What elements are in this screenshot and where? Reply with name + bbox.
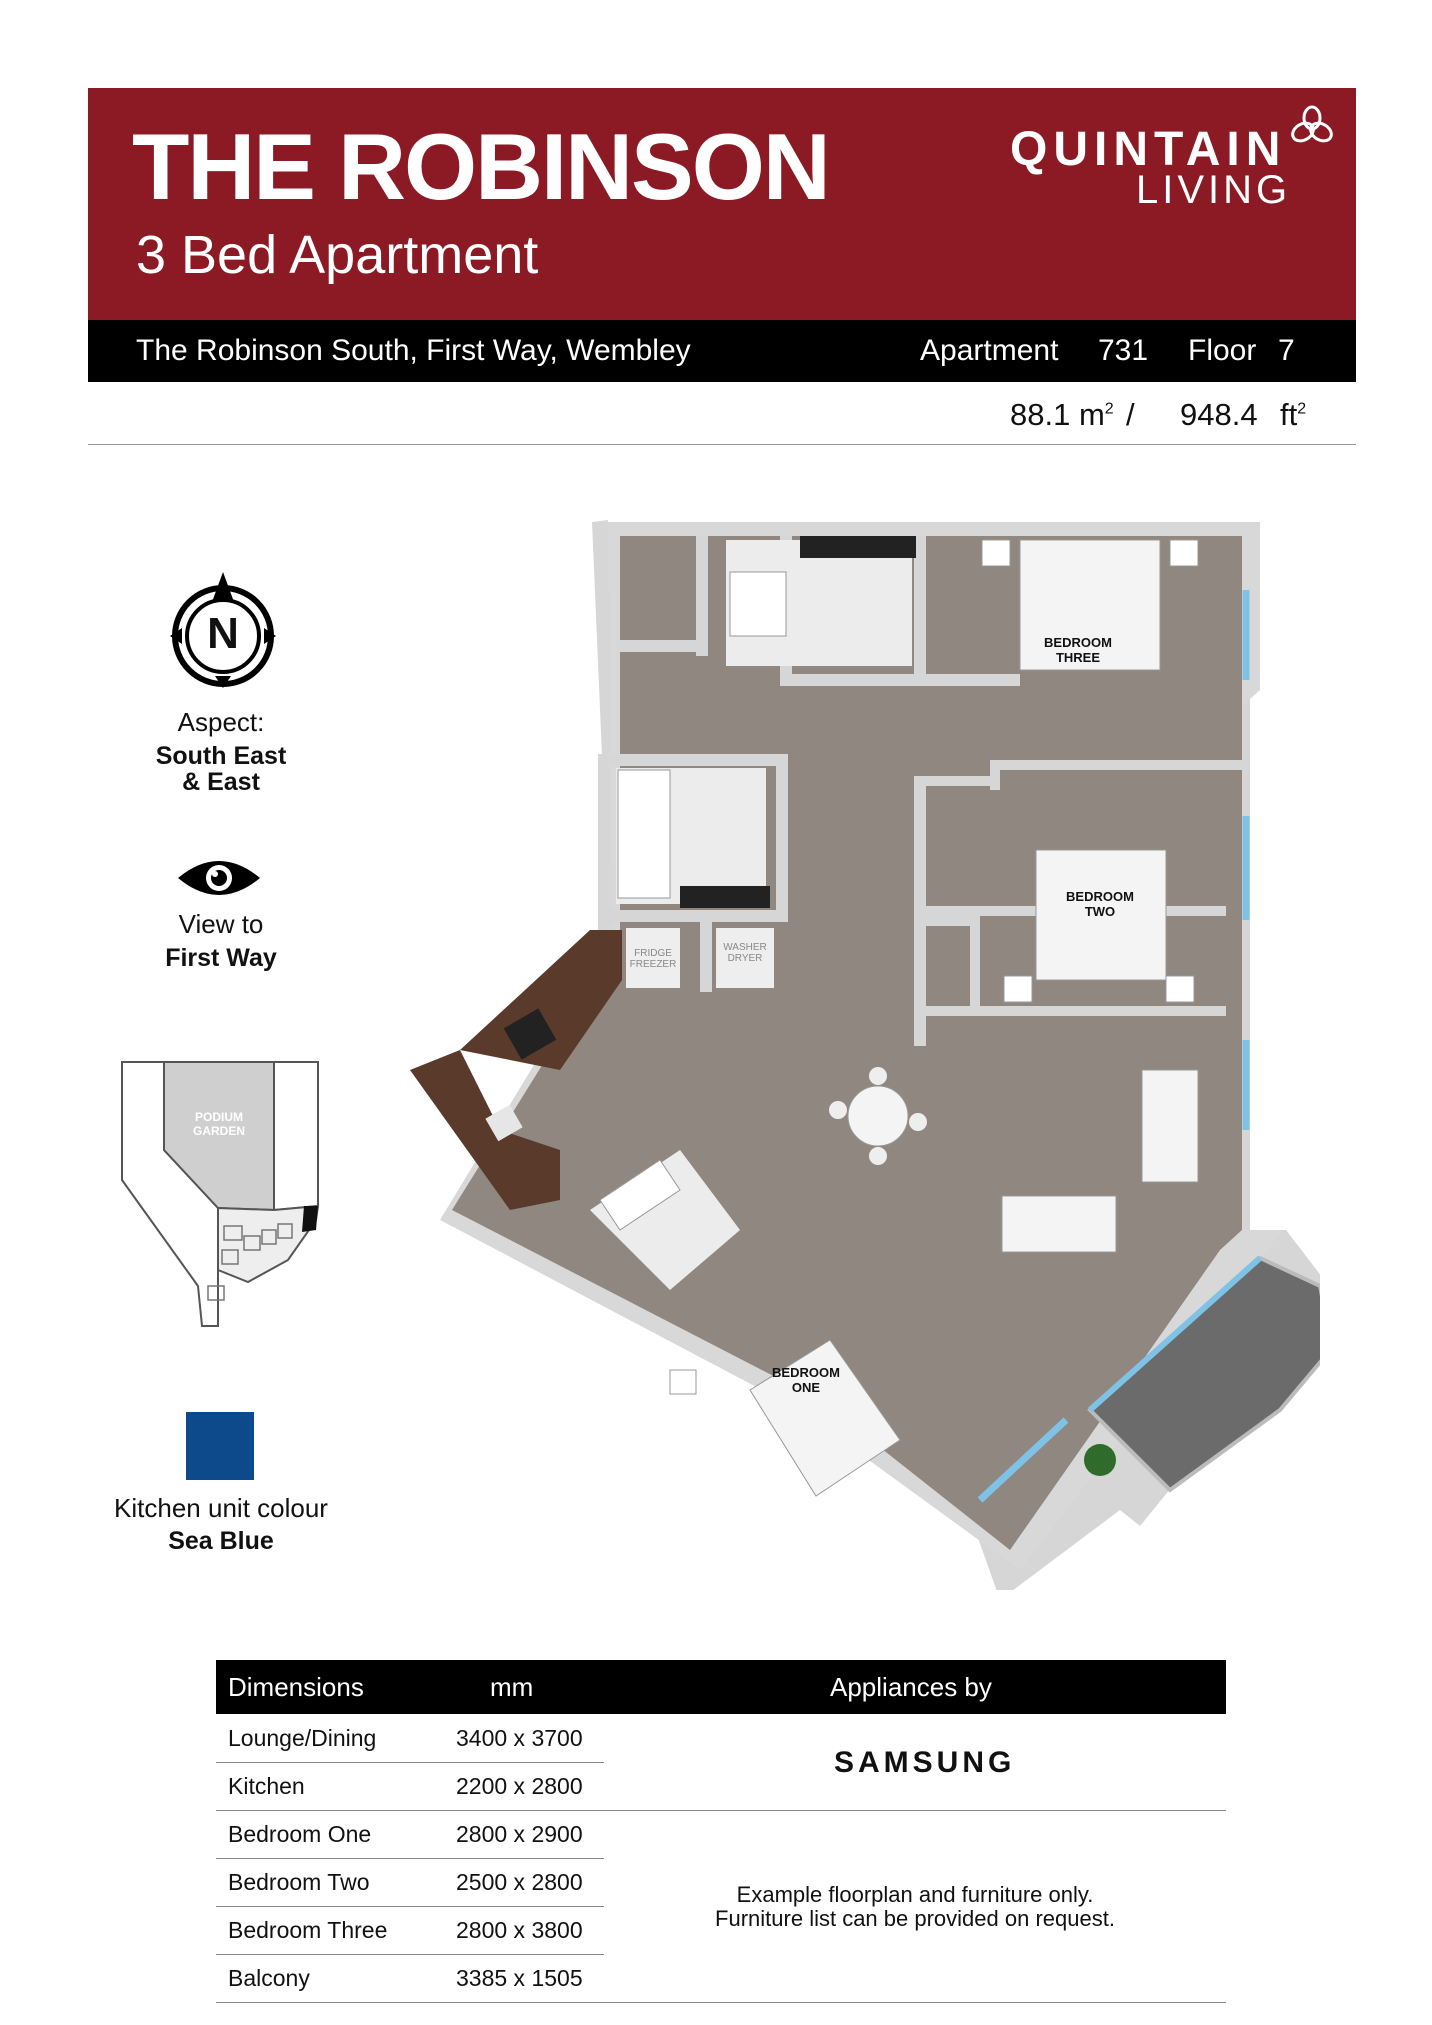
room-label-bedroom-one: BEDROOM ONE	[772, 1365, 840, 1395]
key-plan-garden: PODIUM GARDEN	[192, 1110, 245, 1139]
sofa-2	[1002, 1196, 1116, 1252]
dimensions-header: Dimensions mm Appliances by	[216, 1660, 1226, 1714]
brand-subname: LIVING	[1136, 168, 1292, 212]
table-row: Bedroom Two 2500 x 2800	[216, 1858, 604, 1907]
table-row: Bedroom Three 2800 x 3800	[216, 1906, 604, 1955]
divider	[604, 2002, 1226, 2003]
aspect-value-2: & East	[182, 768, 260, 796]
aspect-value-1: South East	[155, 742, 287, 770]
appliance-brand: SAMSUNG	[834, 1746, 1016, 1779]
room-label-bedroom-three: BEDROOM THREE	[1044, 635, 1112, 665]
dining-table	[848, 1086, 908, 1146]
disclaimer-line-1: Example floorplan and furniture only.	[736, 1882, 1094, 1907]
info-bar	[88, 320, 1356, 382]
table-row: Lounge/Dining 3400 x 3700	[216, 1714, 604, 1763]
page-title: THE ROBINSON	[132, 114, 829, 219]
floor-plan	[380, 510, 1320, 1590]
page-subtitle: 3 Bed Apartment	[136, 225, 539, 285]
kitchen-colour-value: Sea Blue	[168, 1527, 274, 1555]
floor-label: Floor	[1188, 334, 1257, 367]
kitchen-colour-label: Kitchen unit colour	[114, 1493, 328, 1523]
brand-name: QUINTAIN	[1010, 123, 1287, 176]
room-label-bedroom-two: BEDROOM TWO	[1066, 889, 1134, 919]
brand-logo-icon	[1290, 104, 1334, 148]
label-fridge-freezer: FRIDGE FREEZER	[629, 948, 677, 970]
table-row: Balcony 3385 x 1505	[216, 1954, 604, 2003]
address: The Robinson South, First Way, Wembley	[136, 334, 691, 367]
area-imperial-unit: $ft^2$	[1280, 397, 1307, 432]
floor-number: 7	[1278, 334, 1295, 367]
table-row: Bedroom One 2800 x 2900	[216, 1810, 604, 1859]
plant-icon	[1084, 1444, 1116, 1476]
view-label: View to	[178, 909, 264, 939]
apartment-label: Apartment	[920, 334, 1059, 367]
view-value: First Way	[165, 944, 277, 972]
label-washer-dryer: WASHER DRYER	[723, 942, 767, 964]
table-row: Kitchen 2200 x 2800	[216, 1762, 604, 1811]
kitchen-colour-swatch	[186, 1412, 254, 1480]
compass-letter: N	[207, 609, 239, 658]
area-imperial: 948.4	[1180, 397, 1258, 432]
area-separator: /	[1126, 397, 1135, 432]
sofa-1	[1142, 1070, 1198, 1182]
divider	[88, 444, 1356, 445]
disclaimer-line-2: Furniture list can be provided on request.	[715, 1906, 1115, 1931]
key-plan	[118, 1060, 323, 1330]
apartment-number: 731	[1098, 334, 1149, 367]
aspect-label: Aspect:	[177, 707, 265, 737]
area-metric: 88.1 $m^2$	[1010, 397, 1114, 432]
eye-icon	[176, 856, 262, 900]
divider	[604, 1810, 1226, 1811]
